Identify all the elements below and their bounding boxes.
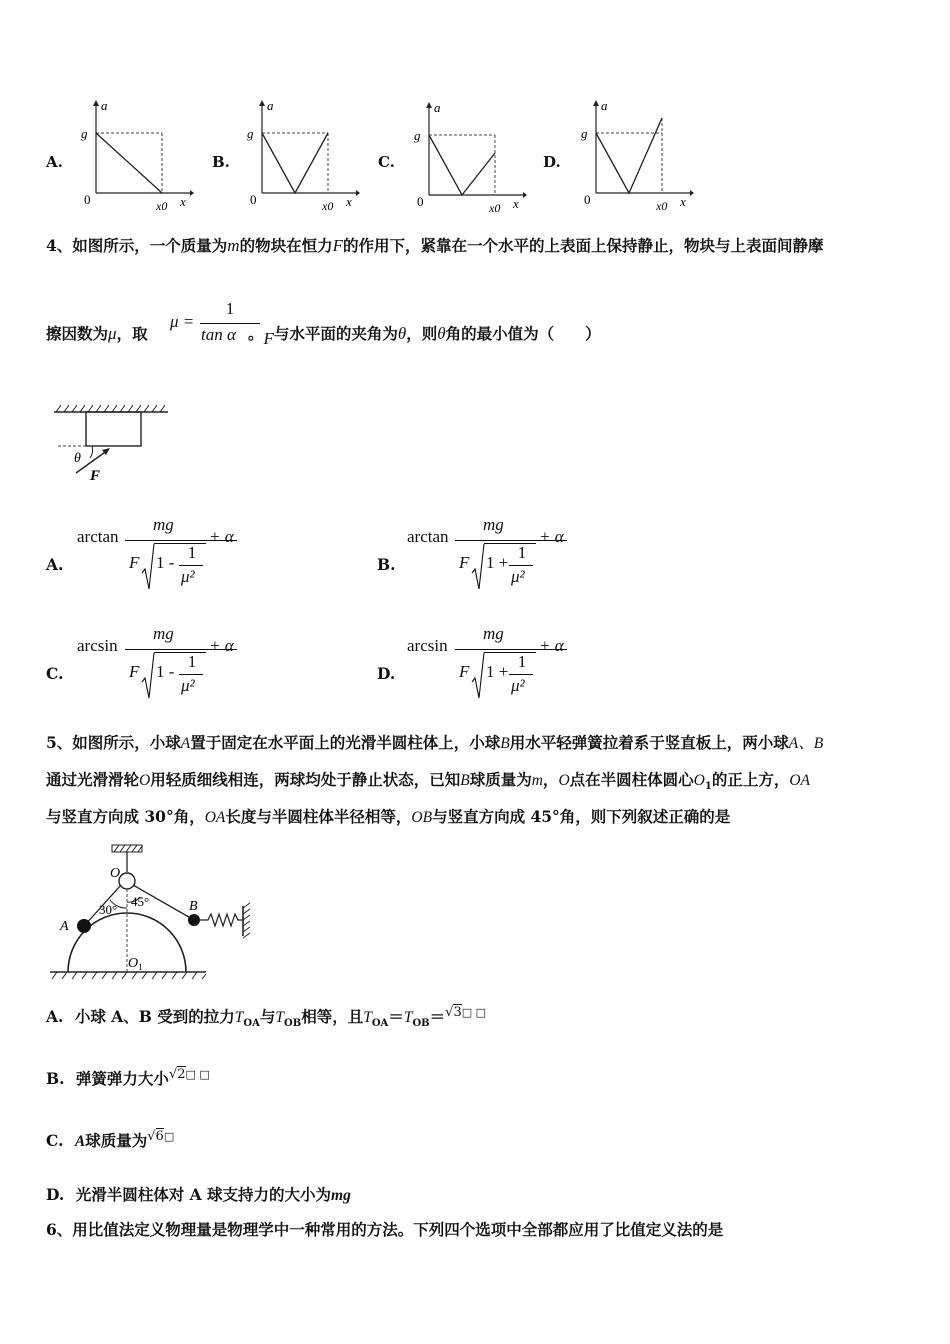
sqrt-sign: √ bbox=[445, 1005, 454, 1020]
wall-hatch bbox=[243, 903, 250, 938]
label-o: O bbox=[110, 866, 121, 881]
curve bbox=[96, 133, 162, 193]
spring bbox=[200, 914, 243, 926]
sqrt-sign: √ bbox=[168, 1067, 178, 1082]
x-label: x bbox=[680, 194, 686, 209]
origin-label: 0 bbox=[250, 192, 257, 207]
x-arrow bbox=[356, 190, 360, 196]
label-30: 30° bbox=[99, 902, 118, 917]
x-label: x bbox=[180, 194, 186, 209]
ball-b bbox=[188, 914, 200, 926]
x0-label: x0 bbox=[156, 199, 168, 213]
y-label: a bbox=[101, 98, 108, 113]
y-label: a bbox=[601, 98, 608, 113]
q4-line-1: 4、如图所示，一个质量为m的物块在恒力F的作用下，紧靠在一个水平的上表面上保持静止，物块与上表面间静摩 bbox=[46, 236, 824, 255]
label-a: A bbox=[60, 919, 69, 934]
sqrt-sign bbox=[471, 543, 485, 591]
label-45: 45° bbox=[131, 894, 150, 909]
x0-label: x0 bbox=[656, 199, 668, 213]
graph-d bbox=[576, 98, 694, 213]
label-o1: $O_1$ bbox=[128, 956, 143, 972]
y-arrow bbox=[593, 100, 599, 106]
sqrt-sign bbox=[471, 652, 485, 700]
q4-option-c-formula: arcsin mg F 1 - 1 μ² + α bbox=[77, 624, 257, 704]
x0-label: x0 bbox=[322, 199, 334, 213]
graph-c bbox=[409, 100, 527, 215]
pulley bbox=[119, 873, 135, 889]
label-b: B bbox=[189, 899, 198, 914]
q6-text: 6、用比值法定义物理量是物理学中一种常用的方法。下列四个选项中全部都应用了比值定义法的是 bbox=[46, 1220, 724, 1239]
q5-line-2: 通过光滑滑轮O用轻质细线相连，两球均处于静止状态，已知B球质量为m，O点在半圆柱体圆心$O_1$的正上方，OA bbox=[46, 770, 811, 793]
q5-option-c: C. A球质量为$^{√6□}$ bbox=[46, 1129, 175, 1150]
ceiling-hatch bbox=[56, 405, 165, 412]
g-label: g bbox=[81, 126, 88, 141]
block bbox=[86, 412, 141, 446]
origin-label: 0 bbox=[417, 194, 424, 209]
g-label: g bbox=[414, 128, 421, 143]
graph-b bbox=[242, 98, 360, 213]
graph-a-label: A. bbox=[46, 153, 63, 171]
curve bbox=[262, 133, 328, 193]
theta-label: θ bbox=[74, 451, 81, 466]
q4-line-2: 擦因数为μ，取 bbox=[46, 324, 148, 343]
graph-d-label: D. bbox=[543, 153, 561, 171]
ball-a bbox=[77, 919, 91, 933]
q5-option-b: B. 弹簧弹力大小$^{√2□ □}$ bbox=[46, 1067, 210, 1088]
curve bbox=[596, 118, 662, 193]
q5-line-3: 与竖直方向成 30°角，OA长度与半圆柱体半径相等，OB与竖直方向成 45°角，则下列叙述正确的是 bbox=[46, 807, 731, 826]
sqrt-sign bbox=[141, 652, 155, 700]
q4-option-a-formula: arctan mg F 1 - 1 μ² + α bbox=[77, 515, 257, 595]
y-arrow bbox=[93, 100, 99, 106]
y-label: a bbox=[434, 100, 441, 115]
x-arrow bbox=[523, 192, 527, 198]
origin-label: 0 bbox=[84, 192, 91, 207]
x-label: x bbox=[346, 194, 352, 209]
q4-line-2b: 。F与水平面的夹角为θ，则θ角的最小值为（ ） bbox=[248, 324, 601, 348]
origin-label: 0 bbox=[584, 192, 591, 207]
sqrt-sign bbox=[141, 543, 155, 591]
q4-option-d-formula: arcsin mg F 1 + 1 μ² + α bbox=[407, 624, 587, 704]
q5-option-d: D. 光滑半圆柱体对 A 球支持力的大小为mg bbox=[46, 1185, 351, 1204]
q5-line-1: 5、如图所示，小球A置于固定在水平面上的光滑半圆柱体上，小球B用水平轻弹簧拉着系于竖直板上，两小球A、B bbox=[46, 733, 824, 752]
q4-option-b-formula: arctan mg F 1 + 1 μ² + α bbox=[407, 515, 587, 595]
x-label: x bbox=[513, 196, 519, 211]
graph-b-label: B. bbox=[212, 153, 230, 171]
sqrt-sign: √ bbox=[147, 1129, 156, 1144]
g-label: g bbox=[247, 126, 254, 141]
y-label: a bbox=[267, 98, 274, 113]
q5-option-a: A. 小球 A、B 受到的拉力$T_{OA}$与$T_{OB}$相等，且$T_{OA}=T_{OB}=^{√3□ □}$ bbox=[46, 1005, 487, 1030]
x-arrow bbox=[190, 190, 194, 196]
q4-option-c-label: C. bbox=[46, 664, 64, 683]
x0-label: x0 bbox=[489, 201, 501, 215]
q4-option-b-label: B. bbox=[377, 555, 396, 574]
graph-c-label: C. bbox=[378, 153, 395, 171]
graph-a bbox=[76, 98, 194, 213]
q4-option-d-label: D. bbox=[377, 664, 396, 683]
q4-option-a-label: A. bbox=[46, 555, 64, 574]
theta-arc bbox=[90, 446, 93, 458]
ground-hatch bbox=[52, 972, 206, 979]
q4-figure bbox=[50, 400, 175, 485]
curve bbox=[429, 135, 495, 195]
y-arrow bbox=[259, 100, 265, 106]
q5-figure bbox=[48, 840, 263, 985]
force-label: F bbox=[90, 468, 101, 484]
g-label: g bbox=[581, 126, 588, 141]
x-arrow bbox=[690, 190, 694, 196]
y-arrow bbox=[426, 102, 432, 108]
